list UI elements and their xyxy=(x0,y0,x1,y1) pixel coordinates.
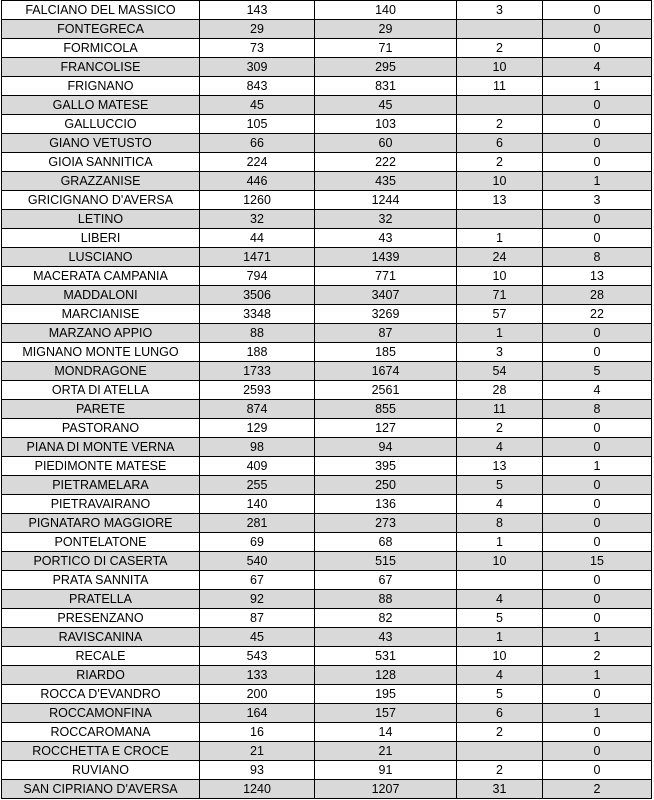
value-3-cell: 57 xyxy=(457,305,543,324)
table-row xyxy=(2,324,652,343)
total-cell: 224 xyxy=(200,153,315,172)
value-4-cell: 0 xyxy=(543,1,652,20)
value-3-cell: 2 xyxy=(457,39,543,58)
table-row xyxy=(2,267,652,286)
total-cell: 93 xyxy=(200,761,315,780)
total-cell: 309 xyxy=(200,58,315,77)
value-4-cell: 28 xyxy=(543,286,652,305)
value-3-cell: 10 xyxy=(457,552,543,571)
comune-cell: PRATELLA xyxy=(2,590,200,609)
value-2-cell: 1207 xyxy=(315,780,457,799)
value-3-cell xyxy=(457,210,543,229)
table-row xyxy=(2,780,652,799)
table-row xyxy=(2,134,652,153)
value-4-cell: 1 xyxy=(543,666,652,685)
value-4-cell: 1 xyxy=(543,457,652,476)
table-row xyxy=(2,191,652,210)
table-row xyxy=(2,77,652,96)
value-3-cell: 1 xyxy=(457,533,543,552)
table-row xyxy=(2,381,652,400)
comune-cell: ROCCHETTA E CROCE xyxy=(2,742,200,761)
value-4-cell: 0 xyxy=(543,115,652,134)
value-2-cell: 1439 xyxy=(315,248,457,267)
value-3-cell: 1 xyxy=(457,628,543,647)
value-3-cell: 5 xyxy=(457,609,543,628)
value-2-cell: 103 xyxy=(315,115,457,134)
table-row xyxy=(2,628,652,647)
comune-cell: MACERATA CAMPANIA xyxy=(2,267,200,286)
comune-cell: MONDRAGONE xyxy=(2,362,200,381)
total-cell: 21 xyxy=(200,742,315,761)
value-4-cell: 15 xyxy=(543,552,652,571)
value-2-cell: 222 xyxy=(315,153,457,172)
value-2-cell: 1674 xyxy=(315,362,457,381)
table-row xyxy=(2,590,652,609)
value-3-cell: 6 xyxy=(457,704,543,723)
table-row xyxy=(2,723,652,742)
value-2-cell: 185 xyxy=(315,343,457,362)
total-cell: 843 xyxy=(200,77,315,96)
value-3-cell: 3 xyxy=(457,343,543,362)
value-3-cell xyxy=(457,20,543,39)
total-cell: 105 xyxy=(200,115,315,134)
total-cell: 794 xyxy=(200,267,315,286)
value-3-cell: 1 xyxy=(457,229,543,248)
value-3-cell: 11 xyxy=(457,400,543,419)
value-3-cell: 2 xyxy=(457,153,543,172)
value-2-cell: 435 xyxy=(315,172,457,191)
value-3-cell: 54 xyxy=(457,362,543,381)
value-2-cell: 3407 xyxy=(315,286,457,305)
table-row xyxy=(2,153,652,172)
comune-cell: RAVISCANINA xyxy=(2,628,200,647)
value-2-cell: 43 xyxy=(315,229,457,248)
comune-cell: PRATA SANNITA xyxy=(2,571,200,590)
table-row xyxy=(2,742,652,761)
value-2-cell: 91 xyxy=(315,761,457,780)
total-cell: 1733 xyxy=(200,362,315,381)
total-cell: 67 xyxy=(200,571,315,590)
value-4-cell: 0 xyxy=(543,39,652,58)
table-body xyxy=(2,1,652,799)
value-2-cell: 395 xyxy=(315,457,457,476)
table-row xyxy=(2,39,652,58)
value-3-cell: 8 xyxy=(457,514,543,533)
comune-cell: FONTEGRECA xyxy=(2,20,200,39)
value-2-cell: 88 xyxy=(315,590,457,609)
total-cell: 255 xyxy=(200,476,315,495)
table-row xyxy=(2,229,652,248)
value-3-cell: 2 xyxy=(457,723,543,742)
total-cell: 32 xyxy=(200,210,315,229)
total-cell: 281 xyxy=(200,514,315,533)
total-cell: 188 xyxy=(200,343,315,362)
table-row xyxy=(2,362,652,381)
value-3-cell: 3 xyxy=(457,1,543,20)
comune-cell: PIANA DI MONTE VERNA xyxy=(2,438,200,457)
comune-cell: RUVIANO xyxy=(2,761,200,780)
total-cell: 69 xyxy=(200,533,315,552)
table-row xyxy=(2,248,652,267)
comune-cell: GRAZZANISE xyxy=(2,172,200,191)
value-2-cell: 29 xyxy=(315,20,457,39)
comune-cell: FALCIANO DEL MASSICO xyxy=(2,1,200,20)
comune-cell: ROCCA D'EVANDRO xyxy=(2,685,200,704)
comune-cell: LETINO xyxy=(2,210,200,229)
table-row xyxy=(2,286,652,305)
total-cell: 140 xyxy=(200,495,315,514)
value-4-cell: 0 xyxy=(543,419,652,438)
value-4-cell: 0 xyxy=(543,761,652,780)
value-3-cell: 2 xyxy=(457,419,543,438)
value-4-cell: 0 xyxy=(543,96,652,115)
value-2-cell: 87 xyxy=(315,324,457,343)
total-cell: 88 xyxy=(200,324,315,343)
comune-cell: PORTICO DI CASERTA xyxy=(2,552,200,571)
table-row xyxy=(2,58,652,77)
comune-cell: ROCCAROMANA xyxy=(2,723,200,742)
comune-cell: PIETRAVAIRANO xyxy=(2,495,200,514)
value-2-cell: 3269 xyxy=(315,305,457,324)
table-row xyxy=(2,571,652,590)
comune-cell: SAN CIPRIANO D'AVERSA xyxy=(2,780,200,799)
table-row xyxy=(2,609,652,628)
table-row xyxy=(2,761,652,780)
table-row xyxy=(2,1,652,20)
value-4-cell: 0 xyxy=(543,742,652,761)
value-4-cell: 22 xyxy=(543,305,652,324)
value-4-cell: 0 xyxy=(543,533,652,552)
value-3-cell: 6 xyxy=(457,134,543,153)
value-3-cell: 10 xyxy=(457,172,543,191)
value-3-cell xyxy=(457,571,543,590)
comune-cell: PIGNATARO MAGGIORE xyxy=(2,514,200,533)
total-cell: 45 xyxy=(200,96,315,115)
value-2-cell: 94 xyxy=(315,438,457,457)
total-cell: 92 xyxy=(200,590,315,609)
value-2-cell: 157 xyxy=(315,704,457,723)
comune-cell: PIETRAMELARA xyxy=(2,476,200,495)
value-4-cell: 1 xyxy=(543,628,652,647)
value-2-cell: 273 xyxy=(315,514,457,533)
total-cell: 1260 xyxy=(200,191,315,210)
table-row xyxy=(2,666,652,685)
value-4-cell: 0 xyxy=(543,476,652,495)
total-cell: 45 xyxy=(200,628,315,647)
comune-cell: MARZANO APPIO xyxy=(2,324,200,343)
comune-cell: FORMICOLA xyxy=(2,39,200,58)
value-3-cell: 10 xyxy=(457,267,543,286)
comuni-table xyxy=(1,0,652,799)
value-4-cell: 0 xyxy=(543,20,652,39)
value-4-cell: 2 xyxy=(543,780,652,799)
total-cell: 87 xyxy=(200,609,315,628)
value-2-cell: 855 xyxy=(315,400,457,419)
total-cell: 16 xyxy=(200,723,315,742)
total-cell: 409 xyxy=(200,457,315,476)
total-cell: 143 xyxy=(200,1,315,20)
value-4-cell: 0 xyxy=(543,590,652,609)
total-cell: 73 xyxy=(200,39,315,58)
table-row xyxy=(2,457,652,476)
total-cell: 164 xyxy=(200,704,315,723)
value-3-cell: 24 xyxy=(457,248,543,267)
table-row xyxy=(2,20,652,39)
value-4-cell: 0 xyxy=(543,609,652,628)
comune-cell: LUSCIANO xyxy=(2,248,200,267)
value-3-cell xyxy=(457,96,543,115)
value-4-cell: 4 xyxy=(543,381,652,400)
comune-cell: GRICIGNANO D'AVERSA xyxy=(2,191,200,210)
comune-cell: GIANO VETUSTO xyxy=(2,134,200,153)
table-row xyxy=(2,400,652,419)
table-row xyxy=(2,172,652,191)
comune-cell: GALLUCCIO xyxy=(2,115,200,134)
value-3-cell: 10 xyxy=(457,647,543,666)
value-3-cell: 1 xyxy=(457,324,543,343)
value-4-cell: 13 xyxy=(543,267,652,286)
value-3-cell: 31 xyxy=(457,780,543,799)
value-2-cell: 43 xyxy=(315,628,457,647)
total-cell: 543 xyxy=(200,647,315,666)
value-2-cell: 1244 xyxy=(315,191,457,210)
total-cell: 1240 xyxy=(200,780,315,799)
table-row xyxy=(2,685,652,704)
value-4-cell: 0 xyxy=(543,514,652,533)
total-cell: 1471 xyxy=(200,248,315,267)
total-cell: 3348 xyxy=(200,305,315,324)
total-cell: 3506 xyxy=(200,286,315,305)
table-row xyxy=(2,647,652,666)
comune-cell: MIGNANO MONTE LUNGO xyxy=(2,343,200,362)
value-4-cell: 3 xyxy=(543,191,652,210)
comune-cell: RECALE xyxy=(2,647,200,666)
value-3-cell: 2 xyxy=(457,115,543,134)
table-row xyxy=(2,476,652,495)
comune-cell: LIBERI xyxy=(2,229,200,248)
value-3-cell: 2 xyxy=(457,761,543,780)
value-4-cell: 8 xyxy=(543,248,652,267)
value-4-cell: 8 xyxy=(543,400,652,419)
value-4-cell: 2 xyxy=(543,647,652,666)
value-3-cell: 4 xyxy=(457,590,543,609)
value-2-cell: 771 xyxy=(315,267,457,286)
value-4-cell: 0 xyxy=(543,571,652,590)
value-4-cell: 0 xyxy=(543,134,652,153)
value-4-cell: 0 xyxy=(543,229,652,248)
table-row xyxy=(2,438,652,457)
total-cell: 540 xyxy=(200,552,315,571)
value-2-cell: 2561 xyxy=(315,381,457,400)
value-4-cell: 0 xyxy=(543,685,652,704)
value-4-cell: 0 xyxy=(543,324,652,343)
value-2-cell: 831 xyxy=(315,77,457,96)
value-2-cell: 128 xyxy=(315,666,457,685)
value-3-cell: 11 xyxy=(457,77,543,96)
value-4-cell: 0 xyxy=(543,153,652,172)
total-cell: 2593 xyxy=(200,381,315,400)
value-2-cell: 250 xyxy=(315,476,457,495)
value-2-cell: 32 xyxy=(315,210,457,229)
total-cell: 98 xyxy=(200,438,315,457)
value-3-cell: 4 xyxy=(457,666,543,685)
value-2-cell: 60 xyxy=(315,134,457,153)
value-3-cell: 5 xyxy=(457,685,543,704)
value-4-cell: 4 xyxy=(543,58,652,77)
value-2-cell: 515 xyxy=(315,552,457,571)
value-2-cell: 14 xyxy=(315,723,457,742)
table-row xyxy=(2,343,652,362)
value-4-cell: 1 xyxy=(543,172,652,191)
table-row xyxy=(2,305,652,324)
value-2-cell: 82 xyxy=(315,609,457,628)
total-cell: 446 xyxy=(200,172,315,191)
total-cell: 874 xyxy=(200,400,315,419)
total-cell: 44 xyxy=(200,229,315,248)
value-2-cell: 531 xyxy=(315,647,457,666)
table-row xyxy=(2,210,652,229)
value-2-cell: 136 xyxy=(315,495,457,514)
value-2-cell: 195 xyxy=(315,685,457,704)
value-4-cell: 0 xyxy=(543,495,652,514)
total-cell: 29 xyxy=(200,20,315,39)
value-4-cell: 0 xyxy=(543,723,652,742)
value-4-cell: 0 xyxy=(543,210,652,229)
total-cell: 200 xyxy=(200,685,315,704)
value-3-cell: 4 xyxy=(457,495,543,514)
value-3-cell: 13 xyxy=(457,457,543,476)
value-3-cell xyxy=(457,742,543,761)
comune-cell: RIARDO xyxy=(2,666,200,685)
value-2-cell: 71 xyxy=(315,39,457,58)
total-cell: 133 xyxy=(200,666,315,685)
value-2-cell: 140 xyxy=(315,1,457,20)
value-4-cell: 5 xyxy=(543,362,652,381)
value-3-cell: 5 xyxy=(457,476,543,495)
value-3-cell: 71 xyxy=(457,286,543,305)
value-4-cell: 1 xyxy=(543,77,652,96)
value-3-cell: 13 xyxy=(457,191,543,210)
comune-cell: ROCCAMONFINA xyxy=(2,704,200,723)
table-row xyxy=(2,419,652,438)
value-2-cell: 127 xyxy=(315,419,457,438)
comune-cell: PARETE xyxy=(2,400,200,419)
value-2-cell: 67 xyxy=(315,571,457,590)
comune-cell: FRIGNANO xyxy=(2,77,200,96)
value-2-cell: 21 xyxy=(315,742,457,761)
table-row xyxy=(2,533,652,552)
table-row xyxy=(2,514,652,533)
table-row xyxy=(2,115,652,134)
comune-cell: MARCIANISE xyxy=(2,305,200,324)
comune-cell: PASTORANO xyxy=(2,419,200,438)
comune-cell: PONTELATONE xyxy=(2,533,200,552)
comune-cell: ORTA DI ATELLA xyxy=(2,381,200,400)
table-row xyxy=(2,704,652,723)
comune-cell: FRANCOLISE xyxy=(2,58,200,77)
comune-cell: GALLO MATESE xyxy=(2,96,200,115)
value-2-cell: 295 xyxy=(315,58,457,77)
table-row xyxy=(2,495,652,514)
table-row xyxy=(2,552,652,571)
value-3-cell: 10 xyxy=(457,58,543,77)
value-3-cell: 4 xyxy=(457,438,543,457)
total-cell: 66 xyxy=(200,134,315,153)
value-3-cell: 28 xyxy=(457,381,543,400)
comune-cell: PIEDIMONTE MATESE xyxy=(2,457,200,476)
comune-cell: GIOIA SANNITICA xyxy=(2,153,200,172)
table-row xyxy=(2,96,652,115)
value-2-cell: 45 xyxy=(315,96,457,115)
value-4-cell: 1 xyxy=(543,704,652,723)
total-cell: 129 xyxy=(200,419,315,438)
value-4-cell: 0 xyxy=(543,343,652,362)
comune-cell: MADDALONI xyxy=(2,286,200,305)
value-2-cell: 68 xyxy=(315,533,457,552)
value-4-cell: 0 xyxy=(543,438,652,457)
comune-cell: PRESENZANO xyxy=(2,609,200,628)
